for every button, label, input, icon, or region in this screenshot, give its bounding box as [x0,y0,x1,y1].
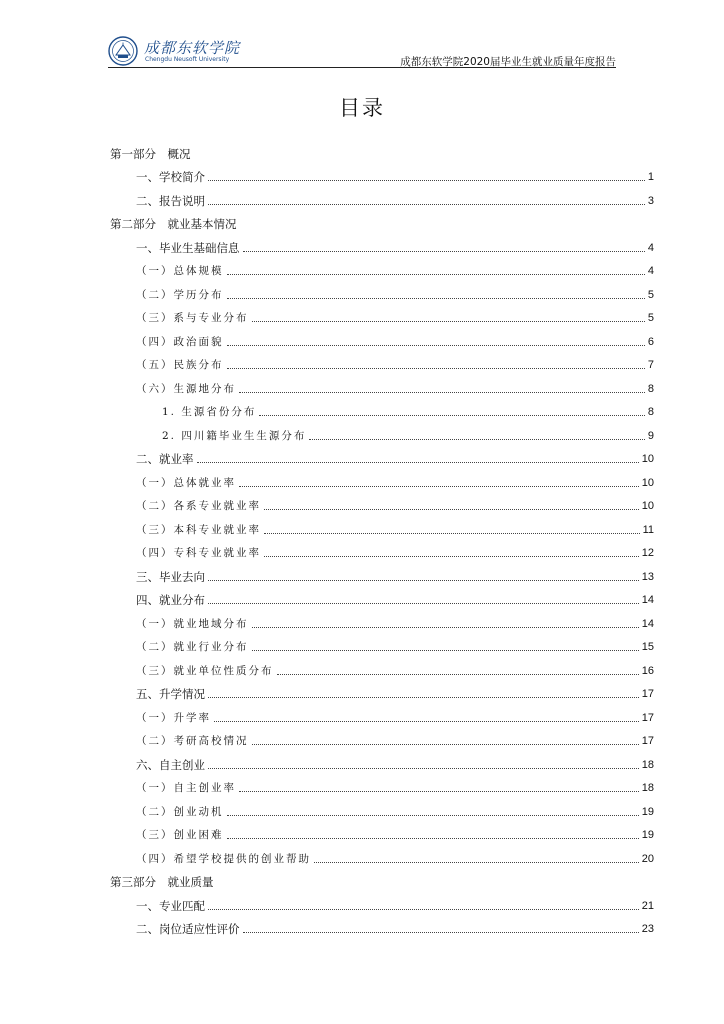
toc-page-number: 10 [641,453,654,465]
toc-entry[interactable] [110,372,654,396]
toc-entry-label: 三、毕业去向 [136,569,205,584]
toc-page-number: 5 [647,288,654,301]
toc-entry-label: （二）创业动机 [136,805,224,818]
toc-entry[interactable] [110,537,654,561]
toc-entry-label: 一、专业匹配 [136,898,205,913]
logo-english-name: Chengdu Neusoft University [145,56,230,63]
toc-dot-leader [208,768,639,769]
toc-entry[interactable] [110,631,654,655]
toc-dot-leader [208,603,639,604]
toc-page-number: 20 [641,852,654,865]
toc-entry[interactable] [110,325,654,349]
toc-entry-label: 1. 生源省份分布 [162,406,257,418]
toc-entry-label: （三）系与专业分布 [136,312,249,324]
toc-page-number: 1 [647,171,654,183]
toc-page-number: 18 [641,782,654,794]
toc-entry-label: 六、自主创业 [136,757,205,772]
toc-entry-label: 一、毕业生基础信息 [136,240,240,255]
toc-dot-leader [264,533,640,534]
toc-dot-leader [227,274,645,275]
toc-entry-label: 二、就业率 [136,452,194,466]
toc-dot-leader [264,509,639,510]
toc-dot-leader [227,345,645,346]
toc-entry[interactable] [110,772,654,796]
toc-entry-label: （三）创业困难 [136,829,224,841]
toc-page-number: 7 [647,359,654,371]
toc-entry[interactable] [110,278,654,302]
toc-page-number: 19 [641,805,654,818]
toc-entry[interactable] [110,161,654,185]
toc-page-number: 9 [647,429,654,442]
toc-entry-label: 第一部分 概况 [110,146,191,161]
toc-entry[interactable] [110,255,654,279]
table-of-contents [110,137,654,936]
toc-page-number: 11 [642,523,654,536]
toc-entry[interactable] [110,725,654,749]
toc-dot-leader [208,180,645,181]
toc-entry-label: 四、就业分布 [136,593,205,607]
toc-part-entry[interactable] [110,137,654,161]
toc-entry[interactable] [110,748,654,772]
university-logo [108,36,268,66]
toc-page-number: 17 [641,688,654,700]
toc-page-number: 3 [647,194,654,207]
report-title: 成都东软学院2020届毕业生就业质量年度报告 [400,56,616,68]
toc-entry-label: 一、学校简介 [136,170,205,184]
logo-name: 成都东软学院 [144,39,241,57]
toc-page-number: 13 [641,570,654,583]
page-header [108,30,616,70]
toc-entry-label: （五）民族分布 [136,359,224,371]
toc-dot-leader [208,909,639,910]
toc-entry[interactable] [110,913,654,937]
toc-entry-label: （一）自主创业率 [136,782,236,794]
toc-entry[interactable] [110,701,654,725]
toc-part-entry[interactable] [110,866,654,890]
toc-entry-label: （六）生源地分布 [136,382,236,395]
toc-entry[interactable] [110,678,654,702]
toc-entry-label: （一）升学率 [136,711,211,724]
toc-dot-leader [197,462,639,463]
toc-dot-leader [239,791,639,792]
toc-page-number: 17 [641,711,654,724]
university-seal-icon [108,36,138,66]
header-divider [108,67,616,68]
toc-dot-leader [227,815,639,816]
toc-page-number: 5 [647,312,654,324]
toc-page-number: 6 [647,335,654,348]
toc-entry[interactable] [110,443,654,467]
toc-entry[interactable] [110,231,654,255]
toc-dot-leader [314,862,639,863]
toc-page-number: 17 [641,735,654,747]
toc-page-number: 19 [641,829,654,841]
toc-entry-label: （三）就业单位性质分布 [136,664,274,677]
toc-dot-leader [214,721,639,722]
toc-entry[interactable] [110,560,654,584]
toc-dot-leader [252,627,639,628]
toc-dot-leader [252,321,645,322]
toc-entry-label: 二、报告说明 [136,193,205,208]
toc-dot-leader [208,204,645,205]
toc-entry-label: （二）就业行业分布 [136,641,249,653]
toc-entry[interactable] [110,419,654,443]
toc-entry-label: （二）学历分布 [136,288,224,301]
toc-entry[interactable] [110,584,654,608]
toc-dot-leader [239,392,645,393]
toc-page-number: 15 [641,641,654,653]
toc-part-entry[interactable] [110,208,654,232]
toc-entry-label: （二）各系专业就业率 [136,500,261,512]
toc-heading: 目录 [339,96,385,120]
toc-page-number: 18 [641,758,654,771]
toc-dot-leader [208,697,639,698]
toc-entry[interactable] [110,654,654,678]
toc-dot-leader [252,650,639,651]
toc-dot-leader [227,838,639,839]
toc-entry-label: （四）专科专业就业率 [136,547,261,559]
toc-page-number: 10 [641,500,654,512]
toc-dot-leader [264,556,639,557]
toc-entry-label: （一）就业地域分布 [136,617,249,630]
toc-entry-label: （三）本科专业就业率 [136,523,261,536]
toc-entry[interactable] [110,396,654,420]
toc-entry-label: 第三部分 就业质量 [110,875,214,889]
toc-entry[interactable] [110,819,654,843]
toc-entry[interactable] [110,795,654,819]
toc-page-number: 10 [641,476,654,489]
toc-dot-leader [277,674,639,675]
toc-dot-leader [239,486,639,487]
toc-dot-leader [227,368,645,369]
toc-entry[interactable] [110,349,654,373]
toc-dot-leader [259,415,645,416]
toc-dot-leader [243,932,639,933]
toc-entry-label: （四）希望学校提供的创业帮助 [136,852,311,865]
toc-dot-leader [309,439,645,440]
toc-page-number: 4 [647,241,654,254]
toc-dot-leader [208,580,639,581]
toc-entry-label: （四）政治面貌 [136,335,224,348]
toc-entry-label: 五、升学情况 [136,687,205,701]
toc-entry[interactable] [110,302,654,326]
toc-entry-label: （一）总体规模 [136,265,224,277]
toc-page-number: 16 [641,664,654,677]
toc-entry[interactable] [110,490,654,514]
toc-entry[interactable] [110,889,654,913]
toc-entry-label: （二）考研高校情况 [136,735,249,747]
toc-page-number: 8 [647,406,654,418]
toc-entry-label: 2. 四川籍毕业生生源分布 [162,429,307,442]
toc-entry[interactable] [110,842,654,866]
toc-entry-label: （一）总体就业率 [136,476,236,489]
toc-page-number: 4 [647,265,654,277]
toc-page-number: 12 [641,547,654,559]
toc-dot-leader [227,298,645,299]
toc-entry[interactable] [110,607,654,631]
toc-entry-label: 第二部分 就业基本情况 [110,217,237,231]
toc-entry[interactable] [110,184,654,208]
toc-entry-label: 二、岗位适应性评价 [136,922,240,936]
toc-dot-leader [252,744,639,745]
toc-page-number: 8 [647,382,654,395]
toc-page-number: 21 [641,899,654,912]
toc-page-number: 14 [641,594,654,606]
toc-page-number: 23 [641,923,654,935]
toc-dot-leader [243,251,645,252]
toc-entry[interactable] [110,466,654,490]
toc-page-number: 14 [641,617,654,630]
toc-entry[interactable] [110,513,654,537]
